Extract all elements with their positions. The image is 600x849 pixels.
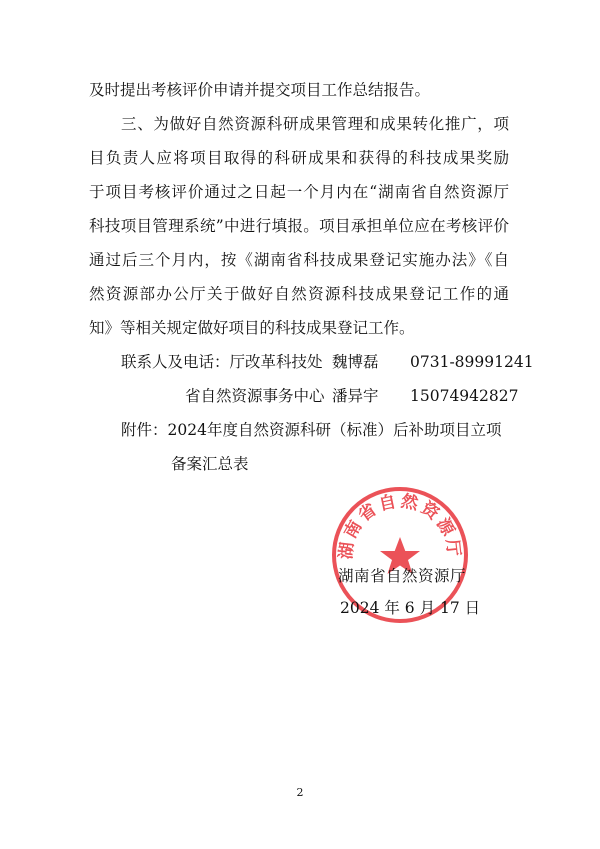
body-line-3: 目负责人应将项目取得的科研成果和获得的科技成果奖励 <box>89 149 509 167</box>
attachment-title-1: 2024年度自然资源科研（标准）后补助项目立项 <box>167 421 502 439</box>
body-line-1: 及时提出考核评价申请并提交项目工作总结报告。 <box>89 81 431 99</box>
attachment-title-2: 备案汇总表 <box>171 455 249 473</box>
contact-org-1: 厅改革科技处 <box>229 353 323 371</box>
contact-phone-2: 15074942827 <box>410 387 519 405</box>
attachment-line-1 <box>121 420 501 440</box>
contacts-line-1 <box>121 352 323 372</box>
body-line-2: 三、为做好自然资源科研成果管理和成果转化推广，项 <box>121 115 509 133</box>
contact-name-2: 潘异宇 <box>332 387 379 405</box>
body-line-8: 知》等相关规定做好项目的科技成果登记工作。 <box>89 319 415 337</box>
contact-org-2: 省自然资源事务中心 <box>185 387 325 405</box>
contact-phone-1: 0731-89991241 <box>410 353 534 371</box>
body-line-6: 通过后三个月内，按《湖南省科技成果登记实施办法》《自 <box>89 251 509 269</box>
seal-text: 湖南省自然资源厅 <box>336 491 464 561</box>
body-line-5: 科技项目管理系统”中进行填报。项目承担单位应在考核评价 <box>89 217 509 235</box>
issuer-name: 湖南省自然资源厅 <box>338 567 467 585</box>
contacts-label: 联系人及电话： <box>121 353 230 371</box>
attachment-label: 附件： <box>121 421 168 439</box>
issue-date: 2024 年 6 月 17 日 <box>340 599 481 617</box>
contact-name-1: 魏博磊 <box>332 353 379 371</box>
body-line-4: 于项目考核评价通过之日起一个月内在“湖南省自然资源厅 <box>89 183 509 201</box>
body-line-7: 然资源部办公厅关于做好自然资源科技成果登记工作的通 <box>89 285 509 303</box>
page-number: 2 <box>296 786 304 799</box>
